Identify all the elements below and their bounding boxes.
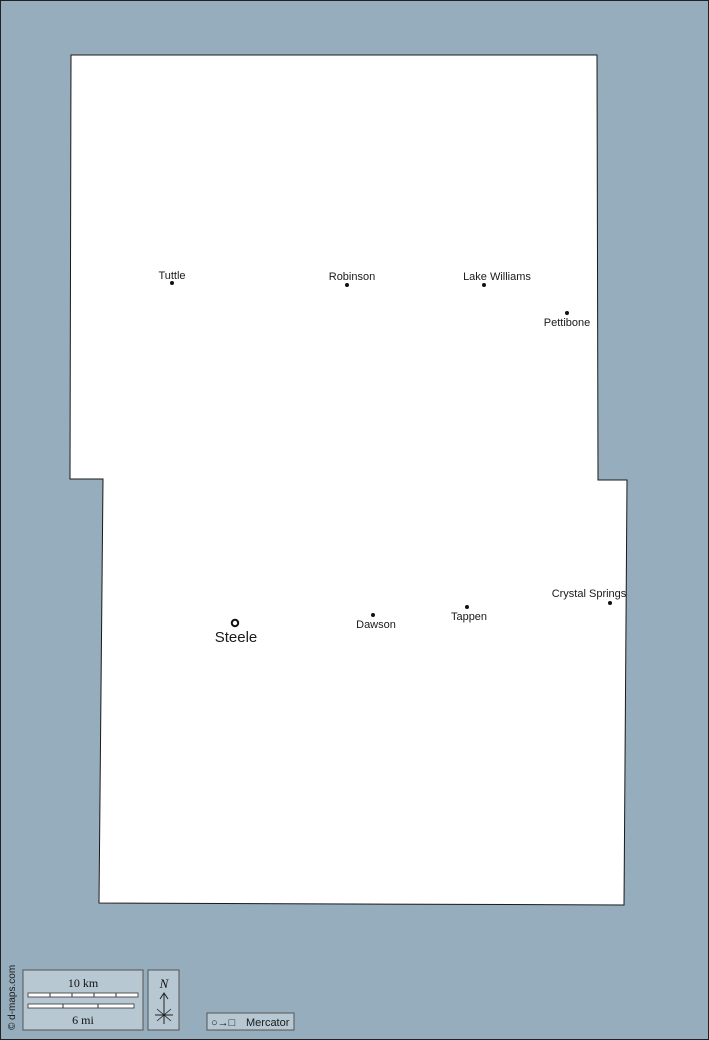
north-arrow <box>148 970 179 1030</box>
projection-label: Mercator <box>246 1017 290 1029</box>
county-seat-marker <box>232 620 238 626</box>
town-label: Tappen <box>450 611 488 623</box>
projection-symbol: ○→□ <box>211 1017 236 1029</box>
projection-box <box>207 1013 294 1030</box>
scale-mi-label: 6 mi <box>72 1013 94 1027</box>
scale-mi-bar <box>28 1004 134 1008</box>
town-label: Crystal Springs <box>551 588 627 600</box>
town-dot <box>482 283 486 287</box>
town-label: Pettibone <box>543 317 591 329</box>
town-label: Lake Williams <box>463 271 531 283</box>
town-label: Dawson <box>356 619 396 631</box>
town-label: Tuttle <box>158 270 186 282</box>
county-seat-label: Steele <box>214 629 258 646</box>
town-dot <box>565 311 569 315</box>
town-dot <box>608 601 612 605</box>
scale-km-label: 10 km <box>67 976 99 990</box>
scale-bar <box>23 970 143 1030</box>
town-dot <box>345 283 349 287</box>
town-dot <box>371 613 375 617</box>
scale-km-bar <box>28 993 138 997</box>
north-label: N <box>159 976 169 991</box>
town-dot <box>465 605 469 609</box>
town-label: Robinson <box>328 271 376 283</box>
county-outline <box>70 55 627 905</box>
credit-text: © d-maps.com <box>7 964 18 1030</box>
